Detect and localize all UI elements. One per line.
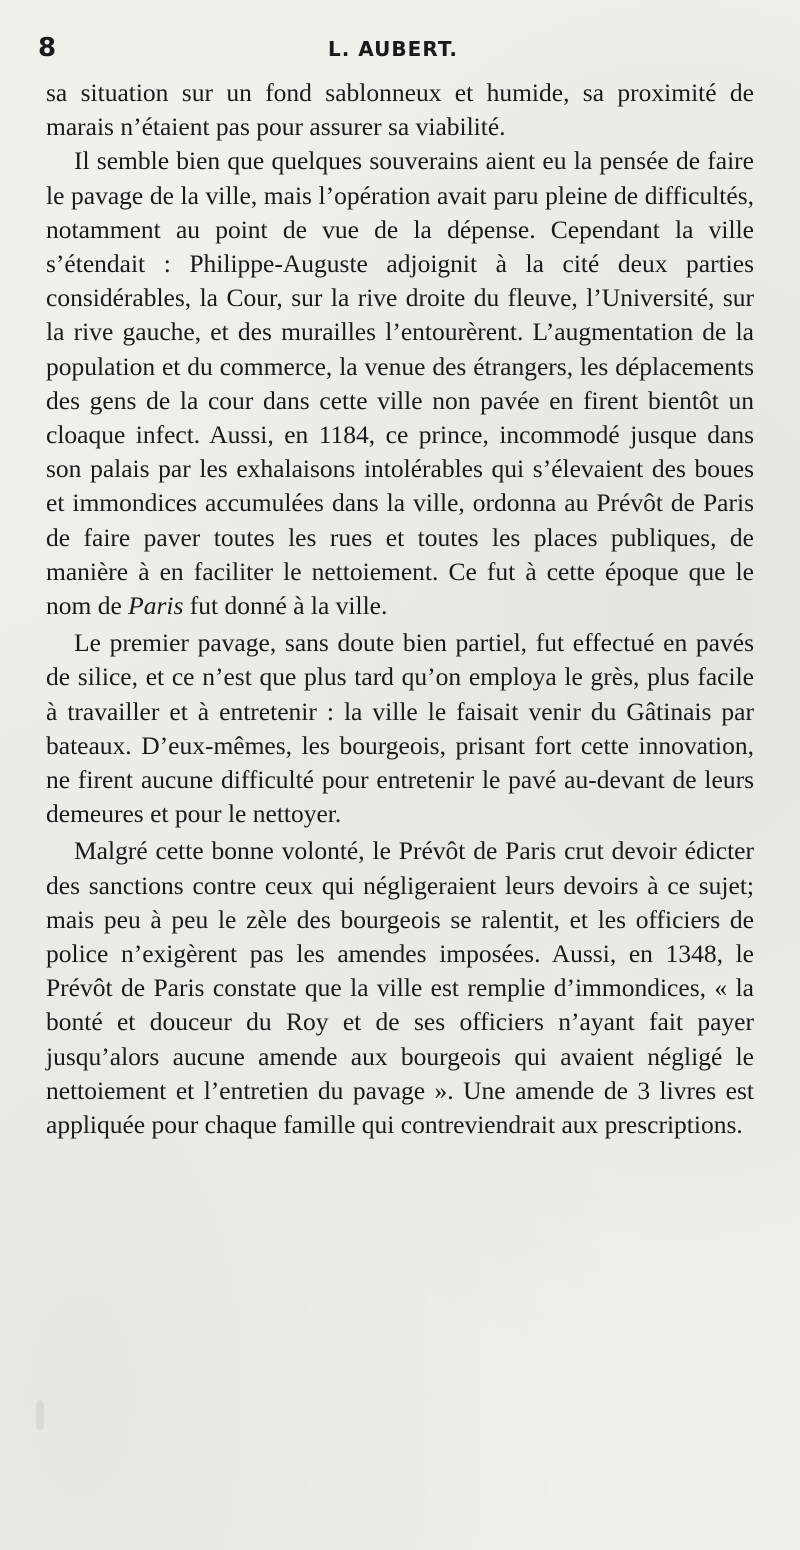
page-number: 8 [38, 33, 57, 63]
paragraph-2-text: Il semble bien que quelques souverains aient eu la pensée de faire le pavage de la ville, mais l’opération avait paru pleine de difficultés, notamment au point de vue de la dépense. Cependant la ville s’étendait : Philippe-Auguste adjoignit à la cité deux parties considérables, la Cour, sur la rive droite du fleuve, l’Université, sur la rive gauche, et des murailles l’entourèrent. L’augmentation de la population et du commerce, la venue des étrangers, les déplacements des gens de la cour dans cette ville non pavée en firent bientôt un cloaque infect. Aussi, en 1184, ce prince, incommodé jusque dans son palais par les exhalaisons intolérables qui s’élevaient des boues et immondices accumulées dans la ville, ordonna au Prévôt de Paris de faire paver toutes les rues et toutes les places publiques, de manière à en faciliter le nettoiement. Ce fut à cette époque que le nom de [46, 146, 754, 621]
paragraph-3: Le premier pavage, sans doute bien partiel, fut effectué en pavés de silice, et ce n’est que plus tard qu’on employa le grès, plus facile à travailler et à entretenir : la ville le faisait venir du Gâtinais par bateaux. D’eux-mêmes, les bourgeois, prisant fort cette innovation, ne firent aucune difficulté pour entretenir le pavé au-devant de leurs demeures et pour le nettoyer. [46, 628, 754, 829]
body-text [46, 76, 754, 1142]
page-header [0, 32, 800, 64]
paper-stain [36, 1400, 44, 1430]
paragraph-2 [46, 144, 754, 623]
paragraph-4: Malgré cette bonne volonté, le Prévôt de Paris crut devoir édicter des sanctions contre ceux qui négligeraient leurs devoirs à ce sujet; mais peu à peu le zèle des bourgeois se ralentit, et les officiers de police n’exigèrent pas les amendes imposées. Aussi, en 1348, le Prévôt de Paris constate que la ville est remplie d’immondices, « la bonté et douceur du Roy et de ses officiers n’ayant fait payer jusqu’alors aucune amende aux bourgeois qui avaient négligé le nettoiement et l’entretien du pavage ». Une amende de 3 livres est appliquée pour chaque famille qui contreviendrait aux prescriptions. [46, 836, 754, 1140]
paragraph-2-italic: Paris [128, 591, 184, 621]
paragraph-2-text-after: fut donné à la ville. [189, 591, 388, 621]
paragraph-1: sa situation sur un fond sablonneux et humide, sa proximité de marais n’étaient pas pour assurer sa viabilité. [46, 78, 754, 142]
running-head: L. AUBERT. [328, 37, 459, 61]
